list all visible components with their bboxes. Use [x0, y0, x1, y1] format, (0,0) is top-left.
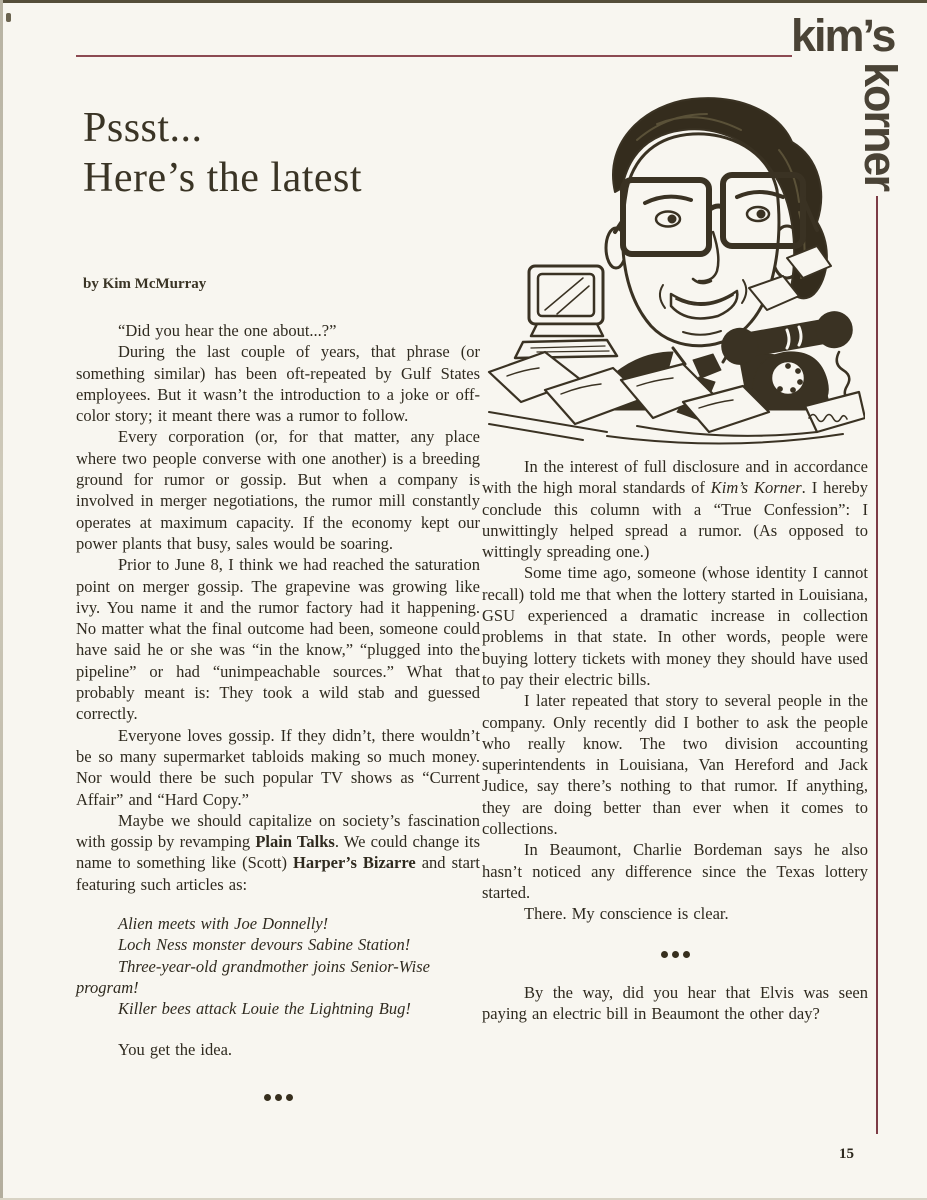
masthead-horizontal-rule: [76, 55, 792, 57]
text-segment: Maybe we should capitalize on society’s fascination with gossip by revamping: [76, 810, 480, 852]
section-separator-dots: [76, 1094, 480, 1101]
right-column-closing: By the way, did you hear that Elvis was seen paying an electric bill in Beaumont the other day?: [482, 982, 868, 1023]
mock-headline: Three-year-old grandmother joins Senior-Wise program!: [76, 956, 430, 997]
paragraph: Every corporation (or, for that matter, any place where two people converse with one another) is a breeding ground for rumor or gossip. But when a company is involved in merger negotiations, the rumor mill constantly operates at maximum capacity. If the economy kept our power plants that busy, sales would be soaring.: [76, 427, 480, 553]
left-column-closing: You get the idea.: [118, 1039, 233, 1059]
text-segment: and start featuring such articles as:: [76, 853, 480, 894]
article-title-line1: Pssst...: [83, 105, 203, 151]
mock-headline: Alien meets with Joe Donnelly!: [118, 914, 329, 934]
section-separator-dots: [482, 951, 868, 958]
paragraph: “Did you hear the one about...?”: [118, 321, 337, 340]
paragraph: In Beaumont, Charlie Bordeman says he also hasn’t noticed any difference since the Texas lottery started.: [482, 840, 868, 902]
scan-edge-left: [0, 0, 3, 1200]
caricature-svg: [487, 80, 865, 448]
italic-kims-korner: Kim’s Korner: [710, 478, 802, 498]
masthead-korner: korner: [855, 62, 906, 191]
masthead-vertical-rule: [876, 196, 878, 1134]
article-byline: by Kim McMurray: [83, 276, 207, 292]
masthead-kims: kim’s: [791, 10, 895, 61]
mock-headline: Killer bees attack Louie the Lightning Bug!: [118, 999, 411, 1019]
paragraph-confession: [482, 456, 868, 562]
paragraph-revamp: [76, 810, 480, 895]
text-segment: In the interest of full disclosure and in accordance with the high moral standards of: [482, 457, 868, 498]
mock-headline: Loch Ness monster devours Sabine Station!: [118, 935, 411, 955]
paragraph: I later repeated that story to several people in the company. Only recently did I bother to ask the people who really know. The two division accounting superintendents in Louisiana, Van Hereford and Jack Judice, say there’s nothing to that rumor. If anything, they are doing better than ever when it comes to collections.: [482, 691, 868, 839]
text-segment: . I hereby conclude this column with a “True Confession”: I unwittingly helped spread a rumor. (As opposed to wittingly spreading one.): [482, 478, 868, 562]
left-column: [76, 320, 480, 1101]
paragraph: Everyone loves gossip. If they didn’t, there wouldn’t be so many supermarket tabloids making so much money. Nor would there be such popular TV shows as “Current Affair” and “Hard Copy.”: [76, 725, 480, 809]
paragraph: Some time ago, someone (whose identity I cannot recall) told me that when the lottery started in Louisiana, GSU experienced a dramatic increase in collection problems in that state. In other words, people were buying lottery tickets with money they should have used to pay their electric bills.: [482, 563, 868, 689]
scan-speck: [6, 13, 11, 22]
scan-edge-top: [0, 0, 927, 3]
right-column: [482, 456, 868, 1024]
text-segment: . We could change its name to something like (Scott): [76, 832, 480, 873]
paragraph: There. My conscience is clear.: [524, 904, 729, 924]
article-title: [83, 103, 362, 203]
bold-plain-talks: Plain Talks: [255, 832, 335, 852]
page-number: 15: [839, 1146, 854, 1162]
paragraph: Prior to June 8, I think we had reached the saturation point on merger gossip. The grapevine was growing like ivy. You name it and the rumor factory had it happening. No matter what the final outcome had been, someone could have said he or she was “in the know,” “plugged into the pipeline” or had “unimpeachable sources.” What that probably meant is: They took a wild stab and guessed correctly.: [76, 555, 480, 724]
article-title-line2: Here’s the latest: [83, 155, 363, 201]
mock-headlines-list: [76, 913, 480, 1019]
caricature-illustration: [487, 80, 865, 448]
bold-harpers-bizarre: Harper’s Bizarre: [293, 853, 416, 873]
paragraph: During the last couple of years, that phrase (or something similar) has been oft-repeated by Gulf States employees. But it wasn’t the introduction to a joke or off-color story; it meant there was a rumor to follow.: [76, 342, 480, 426]
